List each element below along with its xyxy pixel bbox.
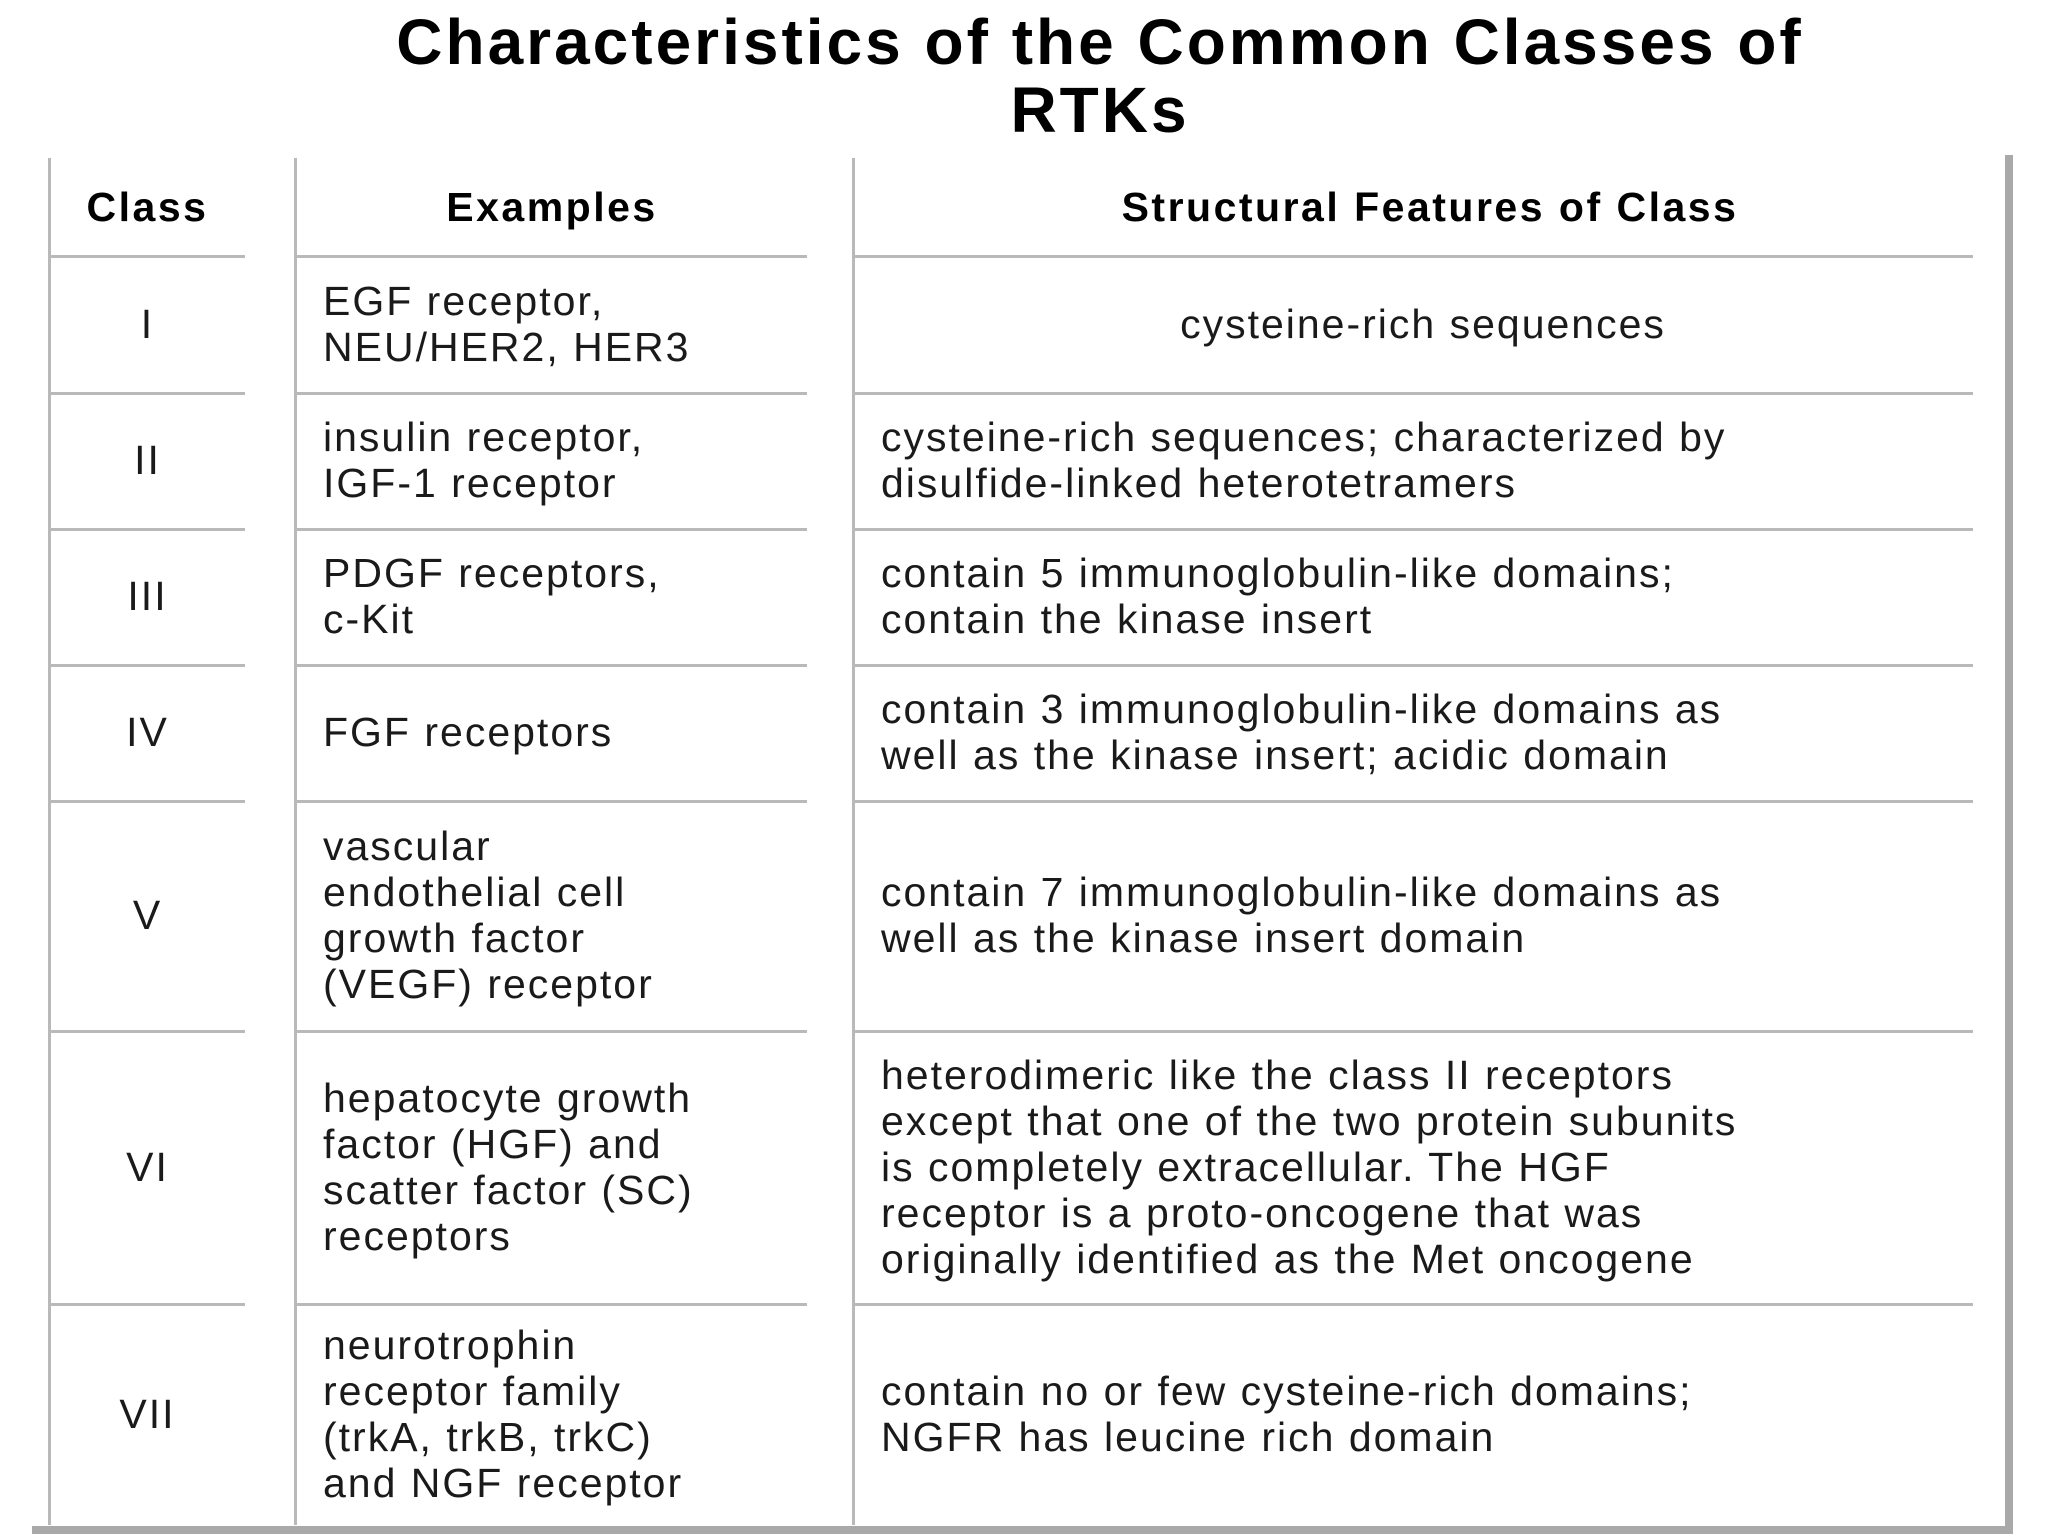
features-cell: contain 7 immunoglobulin-like domains as well as the kinase insert domain — [881, 869, 1723, 961]
examples-cell: FGF receptors — [323, 709, 614, 755]
class-cell: IV — [126, 709, 169, 755]
row-divider — [852, 800, 1973, 803]
row-divider — [48, 800, 245, 803]
features-cell: heterodimeric like the class II receptors except that one of the two protein subunits is completely extracellular. The HGF receptor is a proto-oncogene that was originally identified as the Met oncogene — [881, 1051, 1738, 1282]
row-divider — [294, 1030, 807, 1033]
row-divider — [48, 392, 245, 395]
column-divider — [294, 158, 297, 1525]
header-examples: Examples — [446, 183, 658, 230]
table-frame-shadow-right — [2005, 155, 2013, 1527]
features-cell: cysteine-rich sequences — [1180, 300, 1666, 347]
row-divider — [48, 255, 245, 258]
row-divider — [294, 800, 807, 803]
table-frame-shadow-bottom — [32, 1526, 2013, 1534]
row-divider — [852, 255, 1973, 258]
header-class: Class — [86, 183, 209, 230]
examples-cell: PDGF receptors, c-Kit — [323, 550, 661, 642]
row-divider — [48, 528, 245, 531]
examples-cell: hepatocyte growth factor (HGF) and scatter factor (SC) receptors — [323, 1074, 694, 1259]
features-cell: contain 5 immunoglobulin-like domains; contain the kinase insert — [881, 550, 1675, 642]
row-divider — [294, 528, 807, 531]
row-divider — [852, 664, 1973, 667]
examples-cell: insulin receptor, IGF-1 receptor — [323, 414, 645, 506]
header-structural-features: Structural Features of Class — [1121, 183, 1739, 230]
row-divider — [852, 1303, 1973, 1306]
class-cell: I — [140, 300, 155, 347]
row-divider — [48, 1303, 245, 1306]
class-cell: VII — [119, 1391, 176, 1437]
class-cell: II — [134, 437, 161, 483]
column-divider — [852, 158, 855, 1525]
page-title: Characteristics of the Common Classes of RTKs — [396, 6, 1804, 146]
features-cell: cysteine-rich sequences; characterized by disulfide-linked heterotetramers — [881, 414, 1727, 506]
features-cell: contain 3 immunoglobulin-like domains as well as the kinase insert; acidic domain — [881, 686, 1723, 778]
class-cell: V — [132, 892, 163, 938]
row-divider — [294, 392, 807, 395]
column-divider — [48, 158, 51, 1525]
row-divider — [852, 528, 1973, 531]
row-divider — [852, 392, 1973, 395]
row-divider — [852, 1030, 1973, 1033]
row-divider — [48, 1030, 245, 1033]
examples-cell: vascular endothelial cell growth factor (VEGF) receptor — [323, 823, 654, 1007]
examples-cell: EGF receptor, NEU/HER2, HER3 — [323, 277, 691, 370]
row-divider — [294, 255, 807, 258]
examples-cell: neurotrophin receptor family (trkA, trkB, trkC) and NGF receptor — [323, 1322, 684, 1506]
row-divider — [294, 664, 807, 667]
features-cell: contain no or few cysteine-rich domains; NGFR has leucine rich domain — [881, 1368, 1693, 1460]
row-divider — [48, 664, 245, 667]
class-cell: VI — [126, 1143, 169, 1190]
row-divider — [294, 1303, 807, 1306]
class-cell: III — [127, 573, 168, 619]
